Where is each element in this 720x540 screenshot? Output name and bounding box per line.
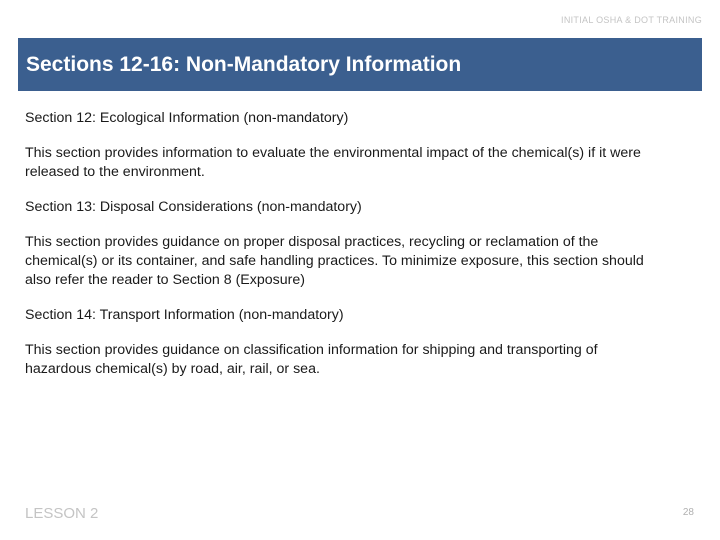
section-13-description: This section provides guidance on proper disposal practices, recycling or reclamation of the chemical(s) or its container, and safe handling practices. To minimize exposure, this section should also refer the reader to Section 8 (Exposure)	[25, 234, 644, 288]
course-tag: INITIAL OSHA & DOT TRAINING	[561, 15, 702, 25]
page-number: 28	[682, 507, 694, 518]
section-14-description: This section provides guidance on classification information for shipping and transporting of hazardous chemical(s) by road, air, rail, or sea.	[25, 342, 598, 377]
slide-title: Sections 12-16: Non-Mandatory Information	[26, 52, 462, 76]
section-13-heading: Section 13: Disposal Considerations (non-mandatory)	[25, 199, 362, 215]
title-bar	[18, 38, 702, 91]
lesson-label: LESSON 2	[25, 505, 99, 522]
section-14-heading: Section 14: Transport Information (non-mandatory)	[25, 307, 344, 323]
section-12-heading: Section 12: Ecological Information (non-mandatory)	[25, 110, 349, 126]
slide-body	[25, 109, 665, 395]
section-12-description: This section provides information to evaluate the environmental impact of the chemical(s) if it were released to the environment.	[25, 145, 641, 180]
